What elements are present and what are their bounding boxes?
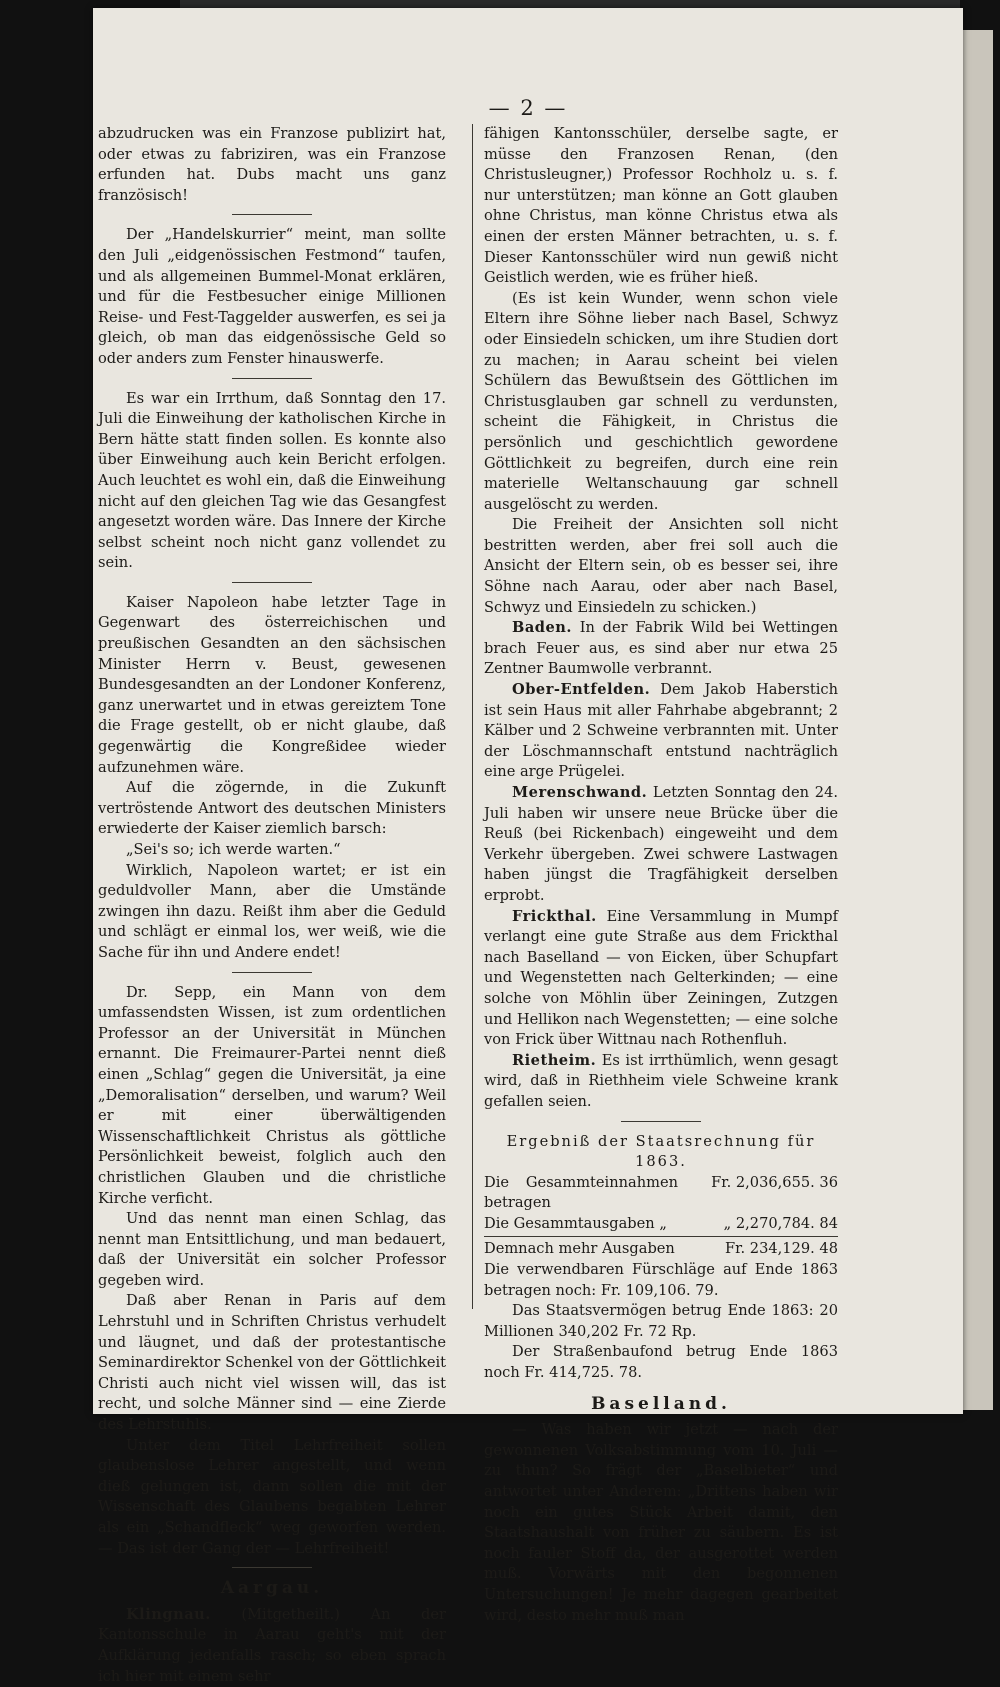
paragraph: (Es ist kein Wunder, wenn schon viele Eltern ihre Söhne lieber nach Basel, Schwyz oder Einsiedeln schicken, um ihre Studien dort zu machen; in Aarau scheint bei vielen Schülern das Bewußtsein des Göttlichen im Christusglauben gar schnell zu verdunsten, scheint die Fähigkeit, in Christus die persönlich und geschichtlich gewordene Göttlichkeit zu begreifen, durch eine rein materielle Weltanschauung gar schnell ausgelöscht zu werden. [484, 289, 838, 513]
paragraph: Das Staatsvermögen betrug Ende 1863: 20 Millionen 340,202 Fr. 72 Rp. [484, 1302, 838, 1340]
ledger-row [484, 1214, 838, 1235]
paragraph: Auf die zögernde, in die Zukunft vertröstende Antwort des deutschen Ministers erwiederte der Kaiser ziemlich barsch: [98, 779, 446, 838]
paragraph: — Was haben wir jetzt — nach der gewonnenen Volksabstimmung vom 10. Juli — zu thun? So frägt der „Baselbieter“ und antwortet unter Anderem: „Drittens haben wir noch ein gutes Stück Arbeit damit, den Staatshaushalt von früher zu säubern. Es ist noch fauler Stoff da, der ausgerottet werden muß. Vorwärts mit den begonnenen Untersuchungen! Je mehr dagegen gearbeitet wird, desto mehr muß man [484, 1421, 838, 1624]
ledger-row [484, 1173, 838, 1214]
paragraph-text: Letzten Sonntag den 24. Juli haben wir unsere neue Brücke über die Reuß (bei Rickenbach) eingeweiht und dem Verkehr übergeben. Zwei schwere Lastwagen haben jüngst die Tragfähigkeit derselben erprobt. [484, 784, 838, 904]
paragraph: Dr. Sepp, ein Mann von dem umfassendsten Wissen, ist zum ordentlichen Professor an der Universität in München ernannt. Die Freimaurer-Partei nennt dieß einen „Schlag“ gegen die Universität, ja eine „Demoralisation“ derselben, und warum? Weil er mit einer überwältigenden Wissenschaftlichkeit Christus als göttliche Persönlichkeit beweist, folglich auch den christlichen Glauben und die christliche Kirche verficht. [98, 983, 446, 1207]
paragraph-merenschwand [484, 783, 838, 907]
left-column [98, 124, 446, 1687]
paragraph: Und das nennt man einen Schlag, das nennt man Entsittlichung, und man bedauert, daß der Universität ein solcher Professor gegeben wird. [98, 1210, 446, 1289]
section-heading-aargau: Aargau. [220, 1578, 324, 1599]
ledger-label: Die Gesammteinnahmen betragen [484, 1173, 678, 1212]
separator-rule [232, 1567, 312, 1568]
place-name: Baden. [512, 619, 572, 637]
paragraph: Der Straßenbaufond betrug Ende 1863 noch Fr. 414,725. 78. [484, 1343, 838, 1382]
paragraph: „Sei's so; ich werde warten.“ [126, 841, 341, 858]
paragraph-baden [484, 618, 838, 680]
ledger-value: Fr. 2,036,655. 36 [711, 1173, 838, 1191]
paragraph: Die verwendbaren Fürschläge auf Ende 1863 betragen noch: Fr. 109,106. 79. [484, 1261, 838, 1299]
paragraph: Die Freiheit der Ansichten soll nicht bestritten werden, aber frei soll auch die Ansicht der Eltern sein, ob es besser sei, ihre Söhne nach Aarau, oder aber nach Basel, Schwyz und Einsiedeln zu schicken.) [484, 516, 838, 616]
place-name: Frickthal. [512, 907, 597, 925]
paragraph-oberentfelden [484, 680, 838, 783]
paragraph-text: (Mitgetheilt.) An der Kantonsschule in Aarau geht's mit der Aufklärung jedenfalls rasch; so eben sprach ich hier mit einem sehr [98, 1605, 447, 1685]
separator-rule [232, 972, 312, 973]
paragraph-text: In der Fabrik Wild bei Wettingen brach Feuer aus, es sind aber nur etwa 25 Zentner Baumwolle verbrannt. [484, 619, 838, 678]
ledger-row [484, 1239, 838, 1260]
ledger-sum-rule [484, 1236, 838, 1237]
separator-rule [621, 1121, 701, 1122]
ledger-value: „ 2,270,784. 84 [723, 1214, 838, 1232]
separator-rule [232, 214, 312, 215]
paragraph-text: Dem Jakob Haberstich ist sein Haus mit aller Fahrhabe abgebrannt; 2 Kälber und 2 Schweine verbrannten mit. Unter der Löschmannschaft entstund nachträglich eine arge Prügelei. [484, 681, 839, 781]
separator-rule [232, 582, 312, 583]
paragraph: abzudrucken was ein Franzose publizirt hat, oder etwas zu fabriziren, was ein Franzose erfunden hat. Dubs macht uns ganz französisch! [98, 125, 446, 204]
paragraph-klingnau [98, 1605, 446, 1687]
ledger-label: Die Gesammtausgaben „ [484, 1214, 667, 1232]
paragraph-text: Es ist irrthümlich, wenn gesagt wird, daß in Riethheim viele Schweine krank gefallen seien. [484, 1051, 838, 1110]
paragraph-text: Eine Versammlung in Mumpf verlangt eine gute Straße aus dem Frickthal nach Baselland — von Eicken, über Schupfart und Wegenstetten nach Gelterkinden; — eine solche von Möhlin über Zeiningen, Zutzgen und Hellikon nach Wegenstetten; — eine solche von Frick über Wittnau nach Rothenfluh. [484, 907, 839, 1049]
ledger-title: Ergebniß der Staatsrechnung für 1863. [506, 1132, 816, 1171]
paragraph-rietheim [484, 1051, 838, 1113]
ledger-value: Fr. 234,129. 48 [725, 1240, 838, 1258]
paragraph: Daß aber Renan in Paris auf dem Lehrstuhl und in Schriften Christus verhudelt und läugnet, und daß der protestantische Seminardirektor Schenkel von der Göttlichkeit Christi auch nicht viel wissen will, das ist recht, und solche Männer sind — eine Zierde des Lehrstuhls. [98, 1292, 446, 1434]
place-name: Rietheim. [512, 1051, 597, 1069]
paragraph: fähigen Kantonsschüler, derselbe sagte, er müsse den Franzosen Renan, (den Christusleugner,) Professor Rochholz u. s. f. nur unterstützen; man könne an Gott glauben ohne Christus, man könne Christus etwa als einen der ersten Männer betrachten, u. s. f. Dieser Kantonsschüler wird nun gewiß nicht Geistlich werden, wie es früher hieß. [484, 125, 838, 287]
separator-rule [232, 378, 312, 379]
paragraph: Wirklich, Napoleon wartet; er ist ein geduldvoller Mann, aber die Umstände zwingen ihn dazu. Reißt ihm aber die Geduld und schlägt er einmal los, wer weiß, wie die Sache für ihn und Andere endet! [98, 861, 446, 961]
paragraph: Kaiser Napoleon habe letzter Tage in Gegenwart des österreichischen und preußischen Gesandten an den sächsischen Minister Herrn v. Beust, gewesenen Bundesgesandten an der Londoner Konferenz, ganz unerwartet und in etwas gereiztem Tone die Frage gestellt, ob er nicht glaube, daß gegenwärtig die Kongreßidee wieder aufzunehmen wäre. [98, 593, 446, 776]
column-divider [472, 124, 473, 1309]
place-name: Klingnau. [126, 1605, 211, 1623]
paragraph: Es war ein Irrthum, daß Sonntag den 17. Juli die Einweihung der katholischen Kirche in Bern hätte statt finden sollen. Es konnte also über Einweihung auch kein Bericht erfolgen. Auch leuchtet es wohl ein, daß die Einweihung nicht auf den gleichen Tag wie das Gesangfest angesetzt worden wäre. Das Innere der Kirche selbst scheint noch nicht ganz vollendet zu sein. [98, 389, 446, 572]
state-accounts-ledger [484, 1132, 838, 1261]
paragraph: Der „Handelskurrier“ meint, man sollte den Juli „eidgenössischen Festmond“ taufen, und als allgemeinen Bummel-Monat erklären, und für die Festbesucher einige Millionen Reise- und Fest-Taggelder auswerfen, es sei ja gleich, ob man das eidgenössische Geld so oder anders zum Fenster hinauswerfe. [98, 226, 446, 367]
paragraph: Unter dem Titel Lehrfreiheit sollen glaubenslose Lehrer angestellt, und wenn dieß gelungen ist, dann sollen die mit der Wissenschaft des Glaubens begabten Lehrer als ein „Schandfleck“ weg geworfen werden. — Das ist der Gang der — Lehrfreiheit! [98, 1436, 446, 1557]
right-column [484, 124, 838, 1626]
ledger-label: Demnach mehr Ausgaben [484, 1240, 675, 1258]
section-heading-baselland: Baselland. [591, 1393, 731, 1414]
place-name: Merenschwand. [512, 784, 648, 801]
adjacent-page-edge [962, 30, 993, 1410]
page-number: — 2 — [488, 96, 568, 120]
place-name: Ober-Entfelden. [512, 681, 651, 699]
paragraph-fricktal [484, 907, 838, 1051]
